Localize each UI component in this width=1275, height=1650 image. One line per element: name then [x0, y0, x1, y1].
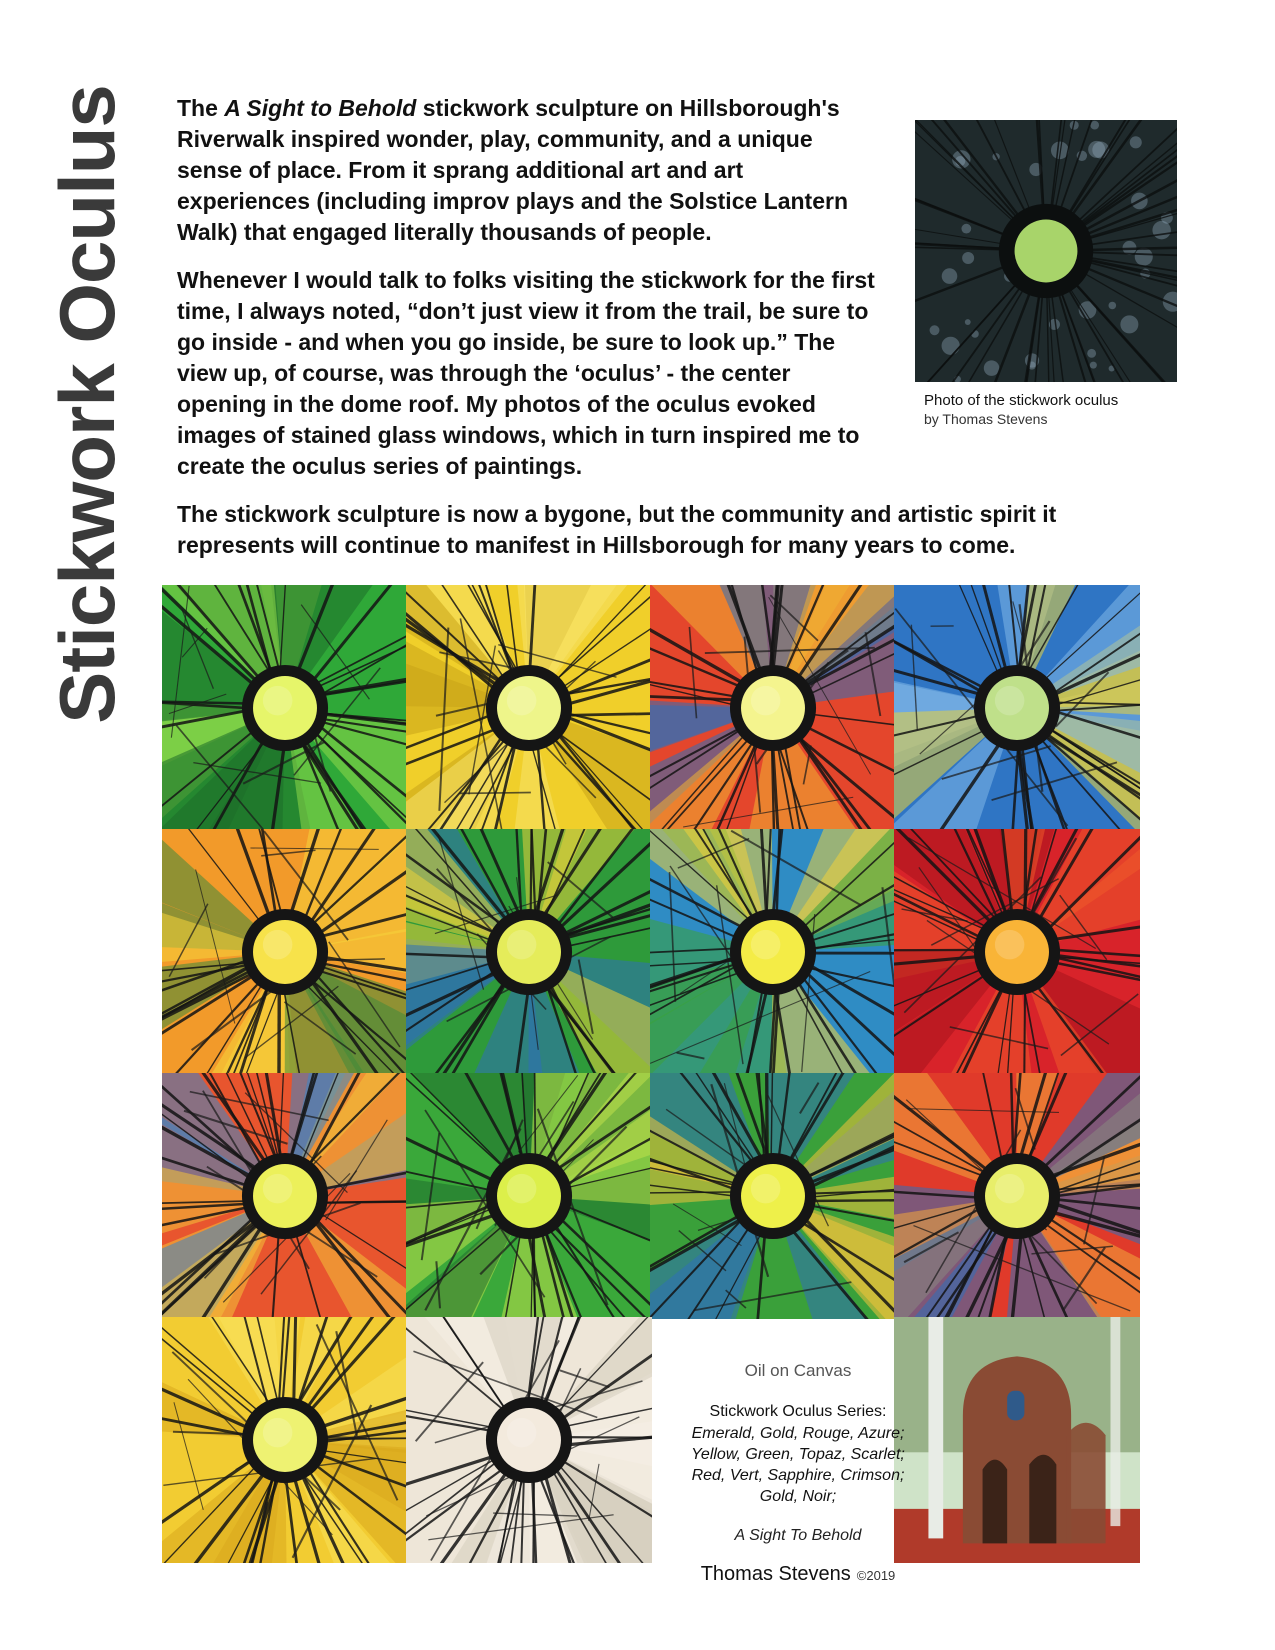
- oculus-photo: [915, 120, 1177, 382]
- series-label: Stickwork Oculus Series:: [709, 1403, 887, 1420]
- series-line: Gold, Noir;: [759, 1488, 837, 1505]
- painting-image: [894, 829, 1140, 1075]
- painting-image: [406, 1317, 652, 1563]
- page-title: Stickwork Oculus: [42, 85, 131, 724]
- painting-image: [650, 829, 896, 1075]
- painting-red: [162, 1073, 408, 1319]
- painting-image: [650, 585, 896, 831]
- painting-sapphire: [650, 1073, 896, 1319]
- intro-paragraph-3: The stickwork sculpture is now a bygone, but the community and artistic spirit it represents will continue to manifest in Hillsborough for many years to come.: [177, 501, 1057, 558]
- paintings-grid: [162, 585, 1176, 1601]
- painting-image: [406, 829, 652, 1075]
- sculpture-title: A Sight to Behold: [224, 95, 417, 121]
- series-line: Red, Vert, Sapphire, Crimson;: [691, 1467, 905, 1484]
- intro-paragraph-1: [177, 93, 877, 248]
- series-line: Yellow, Green, Topaz, Scarlet;: [691, 1446, 905, 1463]
- artist-name: Thomas Stevens: [700, 1563, 851, 1585]
- painting-azure: [894, 585, 1140, 831]
- series-names: [675, 1423, 921, 1507]
- painting-gold: [162, 1317, 408, 1563]
- medium-label: Oil on Canvas: [744, 1361, 852, 1380]
- painting-image: [162, 829, 408, 1075]
- painting-image: [162, 585, 408, 831]
- photo-caption: [924, 392, 1118, 427]
- painting-gold: [406, 585, 652, 831]
- painting-emerald: [162, 585, 408, 831]
- painting-image: [894, 585, 1140, 831]
- series-line: Emerald, Gold, Rouge, Azure;: [691, 1425, 905, 1442]
- painting-scarlet: [894, 829, 1140, 1075]
- painting-image: [894, 1073, 1140, 1319]
- oculus-photo-image: [915, 120, 1177, 382]
- intro-text: [177, 93, 877, 499]
- photo-caption-text: Photo of the stickwork oculus: [924, 392, 1119, 409]
- painting-image: [406, 1073, 652, 1319]
- vertical-title: [42, 85, 131, 724]
- copyright: ©2019: [856, 1568, 896, 1583]
- series-info: [675, 1359, 921, 1586]
- photo-credit: by Thomas Stevens: [924, 411, 1048, 427]
- intro-paragraph-2: Whenever I would talk to folks visiting the stickwork for the first time, I always noted, “don’t just view it from the trail, be sure to go inside - and when you go inside, be sure to look up.” The view up, of course, was through the ‘oculus’ - the center opening in the dome roof. My photos of the oculus evoked images of stained glass windows, which in turn inspired me to create the oculus series of paintings.: [177, 267, 875, 479]
- painting-noir: [406, 1317, 652, 1563]
- artist-line: [675, 1563, 921, 1586]
- painting-crimson: [894, 1073, 1140, 1319]
- extra-painting-title: A Sight To Behold: [734, 1527, 862, 1544]
- painting-vert: [406, 1073, 652, 1319]
- intro-p1-rest: stickwork sculpture on Hillsborough's Riverwalk inspired wonder, play, community, and a unique sense of place. From it sprang additional art and art experiences (including improv plays and the Solstice Lantern Walk) that engaged literally thousands of people.: [177, 95, 849, 245]
- painting-rouge: [650, 585, 896, 831]
- painting-yellow: [162, 829, 408, 1075]
- painting-green: [406, 829, 652, 1075]
- intro-p1-lead: The: [177, 95, 225, 121]
- painting-image: [406, 585, 652, 831]
- painting-topaz: [650, 829, 896, 1075]
- painting-image: [894, 1317, 1140, 1563]
- painting-image: [650, 1073, 896, 1319]
- painting-a-sight-to-behold: [894, 1317, 1140, 1563]
- painting-image: [162, 1317, 408, 1563]
- painting-image: [162, 1073, 408, 1319]
